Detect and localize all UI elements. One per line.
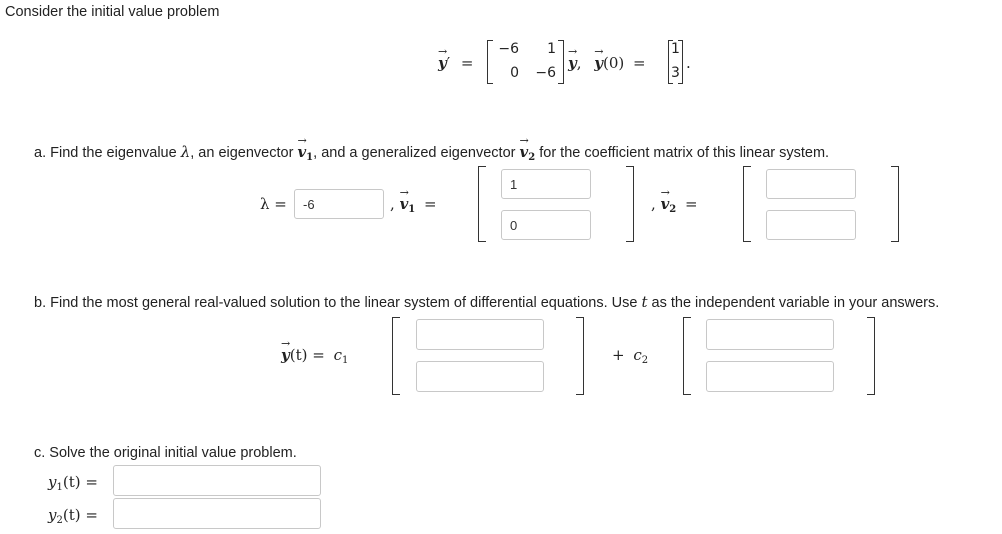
v1-input-1[interactable] [501,169,591,199]
matrix-a12: 1 [547,41,556,57]
y2-label [48,506,98,526]
solution-vec2-input-2[interactable] [706,361,834,392]
comma: , [576,54,582,72]
v1-left-bracket [478,166,486,242]
v1-equals: = [424,195,437,213]
y0-vector-symbol: → y [594,54,603,72]
solution-vec2-input-1[interactable] [706,319,834,350]
v1-comma: , [390,195,395,213]
v2-label-symbol: → v [661,195,670,213]
part-c-prompt: c. Solve the original initial value problem. [34,445,297,461]
y-t-symbol: → y [281,346,290,364]
y1-input[interactable] [113,465,321,496]
solution-vec1-left-bracket [392,317,400,395]
v2-right-bracket [891,166,899,242]
part-b-text-1: b. Find the most general real-valued solution to the linear system of differential equations. Use [34,295,638,311]
part-a-text-1: a. Find the eigenvalue [34,145,177,161]
equation-period: . [686,54,691,72]
v1-input-2[interactable] [501,210,591,240]
v1-right-bracket [626,166,634,242]
y-vector-symbol: → y [438,54,447,72]
equals-sign: = [460,54,474,72]
ic-equals-sign: = [633,54,646,72]
part-a-text-4: for the coefficient matrix of this linear system. [539,145,830,161]
v2-input-1[interactable] [766,169,856,199]
v2-comma: , [651,195,656,213]
c1-subscript: 1 [341,355,349,366]
y2-subscript: 2 [56,515,63,526]
solution-vec1-right-bracket [576,317,584,395]
ic-value-1: 1 [671,41,680,57]
general-solution-label [281,346,348,366]
y1-arg: (t) = [62,473,98,491]
matrix-a11: −6 [498,41,519,57]
v1-subscript: 1 [306,152,314,163]
part-a-text-2: , an eigenvector [190,145,294,161]
equation-rhs [568,54,646,72]
part-a-text-3: , and a generalized eigenvector [313,145,516,161]
y2-symbol: y [48,506,57,524]
y1-label [48,473,98,493]
c2-subscript: 2 [641,355,649,366]
y2-arg: (t) = [62,506,98,524]
v2-left-bracket [743,166,751,242]
matrix-a21: 0 [510,65,519,81]
solution-vec1-input-1[interactable] [416,319,544,350]
ic-value-2: 3 [671,65,680,81]
solution-vec2-right-bracket [867,317,875,395]
part-b-text-2: as the independent variable in your answers. [651,295,940,311]
v2-input-2[interactable] [766,210,856,240]
v1-label-subscript: 1 [408,204,416,215]
prime-symbol: ′ [446,54,451,72]
intro-text: Consider the initial value problem [5,4,220,20]
y0-arg: (0) [603,54,625,72]
solution-vec1-input-2[interactable] [416,361,544,392]
y1-symbol: y [48,473,57,491]
v2-symbol: → v [520,143,529,161]
part-b-prompt [34,293,939,311]
matrix-left-bracket [487,40,493,84]
c2-symbol: c [633,346,642,364]
c2-term [612,346,648,366]
lambda-symbol: λ [180,143,191,161]
part-a-prompt [34,143,829,163]
y1-subscript: 1 [56,482,63,493]
v1-label-symbol: → v [400,195,409,213]
y2-input[interactable] [113,498,321,529]
t-symbol: t [641,293,648,311]
plus-sign: + [612,346,625,364]
lambda-input[interactable] [294,189,384,219]
solution-vec2-left-bracket [683,317,691,395]
v2-equals: = [685,195,698,213]
equation-lhs [438,54,473,72]
v2-label-subscript: 2 [669,204,677,215]
v2-label [651,195,698,215]
lambda-label: λ = [260,195,287,213]
v1-label [390,195,437,215]
c1-symbol: c [333,346,342,364]
v2-subscript: 2 [528,152,536,163]
y-t-arg: (t) = [289,346,325,364]
matrix-right-bracket [558,40,564,84]
y-vector-symbol-rhs: → y [568,54,577,72]
matrix-a22: −6 [535,65,556,81]
v1-symbol: → v [297,143,306,161]
